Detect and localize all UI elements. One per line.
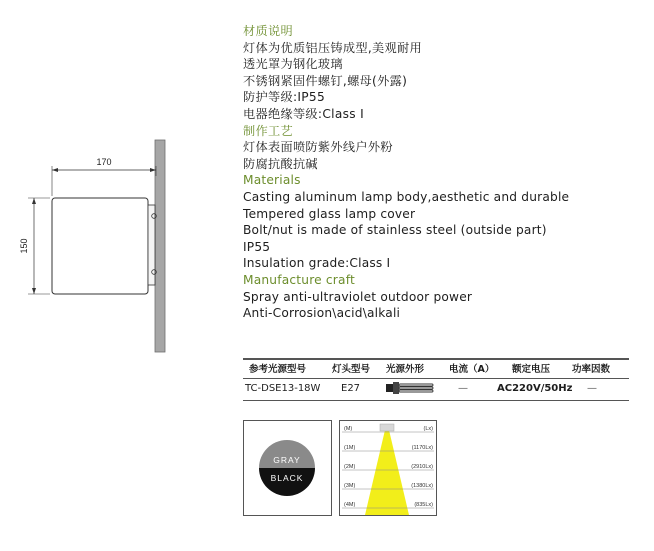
finish-swatch (259, 440, 315, 496)
lux-label: (835Lx) (414, 502, 433, 508)
lamp-body (52, 198, 148, 294)
table-header-row (243, 358, 629, 378)
distance-label: (4M) (344, 502, 356, 508)
table-header: 灯头型号 (332, 364, 371, 375)
width-dimension-label: 170 (96, 157, 112, 167)
en-material-line: Casting aluminum lamp body,aesthetic and durable (243, 189, 570, 204)
mounting-wall (155, 140, 165, 352)
table-header: 额定电压 (512, 364, 551, 375)
table-row (243, 380, 629, 400)
lux-label: (2910Lx) (411, 464, 433, 470)
current-cell: — (458, 383, 468, 394)
cn-material-line: 防护等级:IP55 (243, 90, 326, 105)
lamp-base-cell: E27 (341, 383, 361, 394)
en-material-line: Bolt/nut is made of stainless steel (outside part) (243, 223, 547, 238)
lux-label: (1380Lx) (411, 483, 433, 489)
finish-and-illuminance-panel (243, 420, 437, 516)
en-material-heading: Materials (243, 173, 301, 188)
lux-label: (1170Lx) (411, 445, 433, 451)
distance-label: (2M) (344, 464, 356, 470)
cn-material-line: 透光罩为钢化玻璃 (243, 57, 343, 72)
dimension-drawing (0, 0, 240, 551)
en-craft-heading: Manufacture craft (243, 272, 355, 287)
finish-gray-label: GRAY (273, 455, 301, 465)
cn-material-line: 灯体为优质铝压铸成型,美观耐用 (243, 40, 422, 55)
cn-craft-heading: 制作工艺 (243, 123, 293, 138)
en-craft-line: Spray anti-ultraviolet outdoor power (243, 289, 473, 304)
en-material-line: IP55 (243, 239, 271, 254)
cn-material-heading: 材质说明 (243, 24, 293, 38)
lamp-model-cell: TC-DSE13-18W (245, 383, 321, 394)
table-header: 电流（A） (449, 364, 495, 375)
specification-text (243, 23, 648, 322)
power-factor-cell: — (587, 383, 597, 394)
cn-craft-line: 灯体表面喷防紫外线户外粉 (243, 140, 393, 155)
voltage-cell: AC220V/50Hz (497, 383, 573, 394)
en-material-line: Tempered glass lamp cover (243, 206, 416, 221)
en-craft-line: Anti-Corrosion\acid\alkali (243, 306, 401, 321)
distance-label: (3M) (344, 483, 356, 489)
finish-black-label: BLACK (270, 473, 304, 483)
en-material-line: Insulation grade:Class I (243, 256, 391, 271)
table-header: 功率因数 (572, 364, 611, 375)
table-header: 光源外形 (386, 364, 425, 375)
table-header: 参考光源型号 (249, 364, 307, 375)
distance-label: (1M) (344, 445, 356, 451)
cn-material-line: 电器绝缘等级:Class I (243, 106, 364, 121)
distance-label: (M) (344, 426, 353, 432)
lamp-spec-table (243, 358, 629, 400)
height-dimension-label: 150 (19, 238, 29, 254)
cn-craft-line: 防腐抗酸抗碱 (243, 156, 318, 171)
lamp-source-icon (380, 424, 394, 431)
cfl-lamp-icon (386, 381, 436, 398)
cn-material-line: 不锈钢紧固件螺钉,螺母(外露) (243, 73, 408, 88)
lux-label: (Lx) (423, 426, 433, 432)
